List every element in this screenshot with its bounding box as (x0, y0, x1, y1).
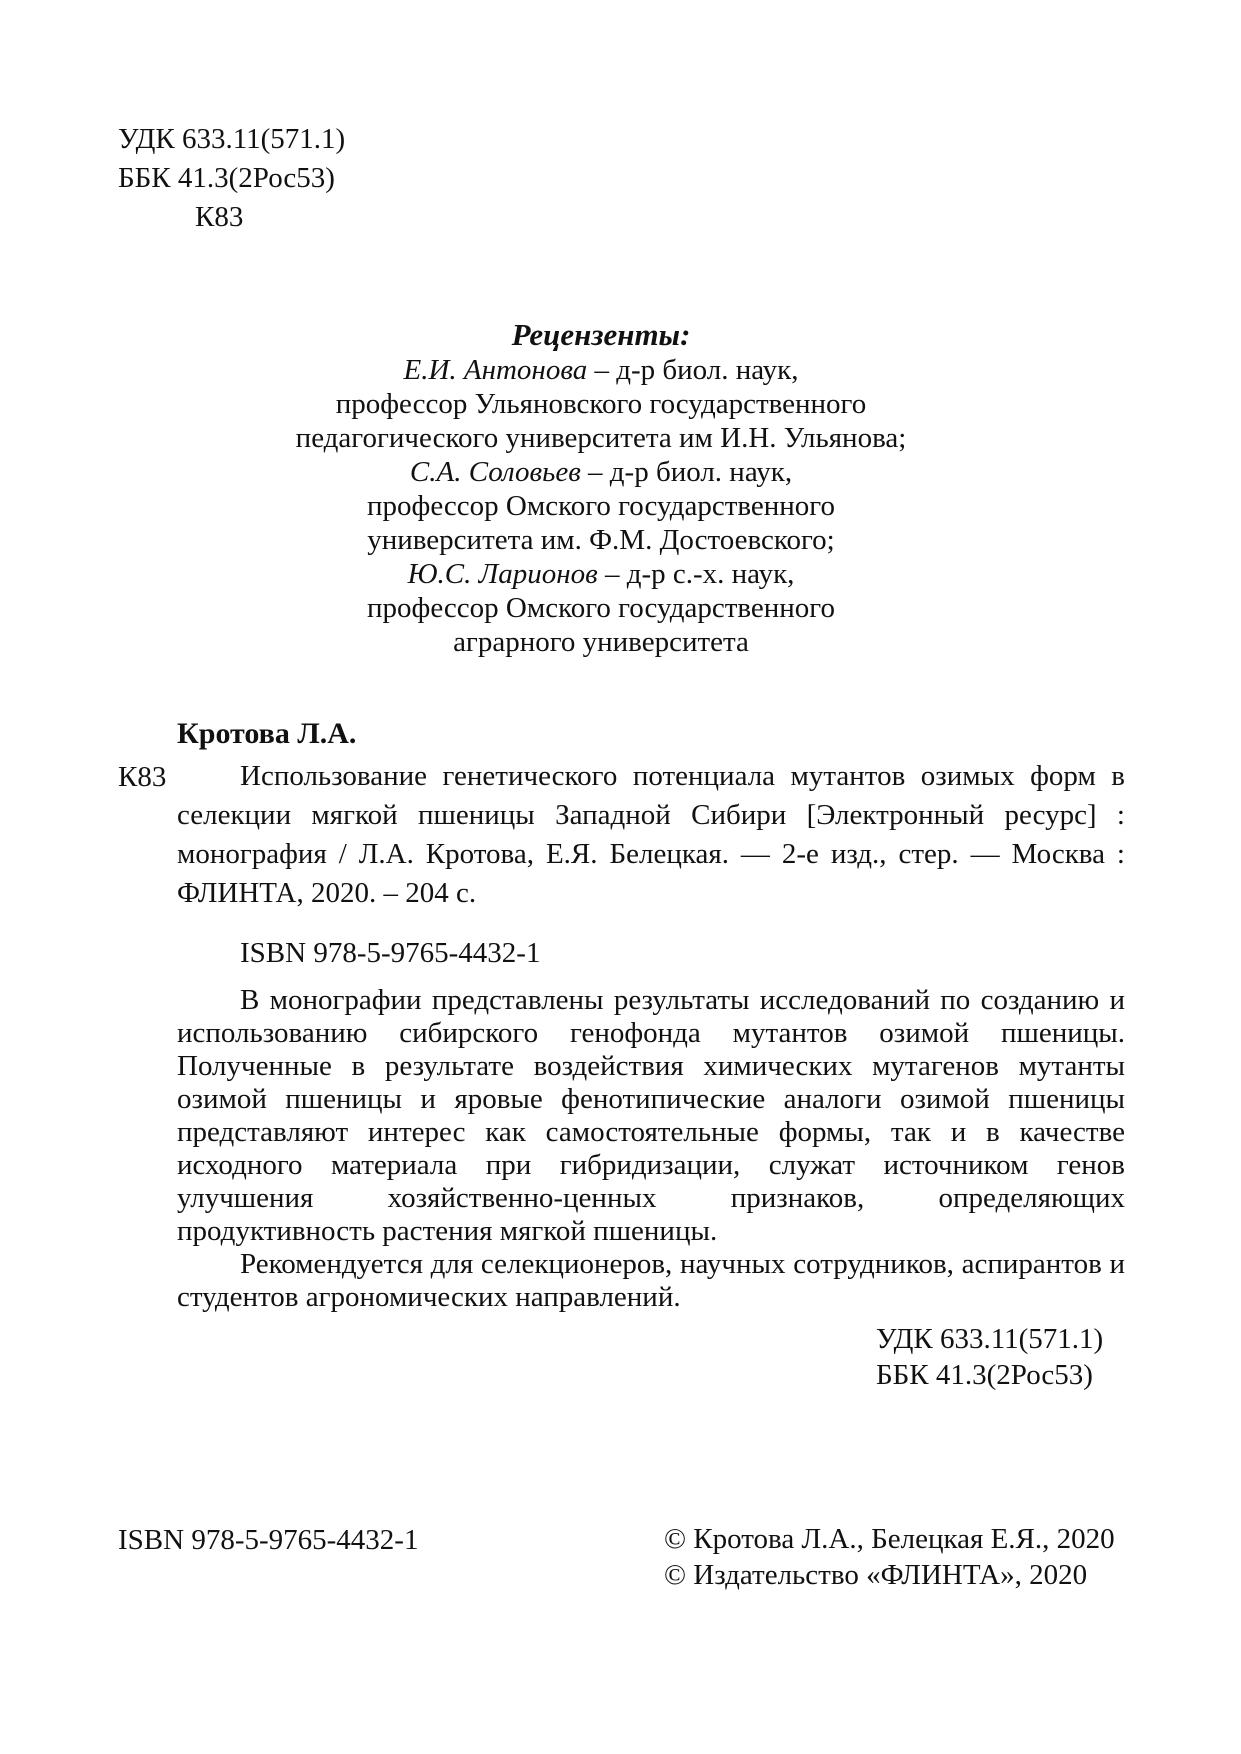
reviewer-degree: – д-р с.-х. наук, (597, 558, 795, 590)
reviewer-line (250, 353, 952, 387)
reviewers-title: Рецензенты: (511, 317, 691, 352)
reviewer-affiliation: аграрного университета (453, 626, 749, 658)
classification-bottom (876, 1321, 1103, 1393)
udk-code: УДК 633.11(571.1) (118, 123, 346, 155)
bbk-code-bottom: ББК 41.3(2Рос53) (876, 1359, 1093, 1391)
isbn-main: ISBN 978-5-9765-4432-1 (240, 937, 541, 969)
copyright-authors: © Кротова Л.А., Белецкая Е.Я., 2020 (664, 1523, 1115, 1555)
reviewer-name: С.А. Соловьев (409, 456, 581, 488)
reviewer-line (250, 557, 952, 591)
reviewer-affiliation: профессор Омского государственного (367, 490, 835, 522)
reviewer-degree: – д-р биол. наук, (587, 354, 799, 386)
reviewer-line (250, 455, 952, 489)
annotation-paragraph: Рекомендуется для селекционеров, научных сотрудников, аспирантов и студентов агрономических направлений. (177, 1248, 1125, 1313)
isbn-footer: ISBN 978-5-9765-4432-1 (118, 1524, 419, 1556)
annotation-paragraph: В монографии представлены результаты исследований по созданию и использованию сибирского генофонда мутантов озимой пшеницы. Полученные в результате воздействия химических мутагенов мутанты озимой пшеницы и яровые фенотипические аналоги озимой пшеницы представляют интерес как самостоятельные формы, так и в качестве исходного материала при гибридизации, служат источником генов улучшения хозяйственно-ценных признаков, определяющих продуктивность растения мягкой пшеницы. (177, 984, 1125, 1247)
copyright-publisher: © Издательство «ФЛИНТА», 2020 (664, 1559, 1088, 1591)
reviewer-name: Е.И. Антонова (403, 354, 588, 386)
reviewers-block (250, 317, 952, 659)
author-mark: К83 (195, 201, 244, 233)
bibliographic-record (177, 757, 1125, 913)
annotation-block (177, 984, 1125, 1314)
udk-code-bottom: УДК 633.11(571.1) (876, 1323, 1104, 1355)
reviewer-name: Ю.С. Ларионов (407, 558, 598, 590)
bbk-code: ББК 41.3(2Рос53) (118, 162, 335, 194)
author-heading: Кротова Л.А. (177, 717, 357, 750)
classification-block (118, 120, 345, 237)
reviewer-affiliation: профессор Ульяновского государственного (335, 388, 867, 420)
biblio-text: Использование генетического потенциала мутантов озимых форм в селекции мягкой пшеницы Западной Сибири [Электронный ресурс] : монография / Л.А. Кротова, Е.Я. Белецкая. — 2-е изд., стер. — Москва : ФЛИНТА, 2020. – 204 с. (177, 760, 1125, 909)
reviewer-affiliation: университета им. Ф.М. Достоевского; (367, 524, 835, 556)
biblio-code: К83 (118, 761, 167, 793)
copyright-block (664, 1521, 1115, 1593)
reviewer-degree: – д-р биол. наук, (580, 456, 793, 488)
reviewer-affiliation: профессор Омского государственного (367, 592, 835, 624)
reviewer-affiliation: педагогического университета им И.Н. Ульянова; (295, 422, 907, 454)
